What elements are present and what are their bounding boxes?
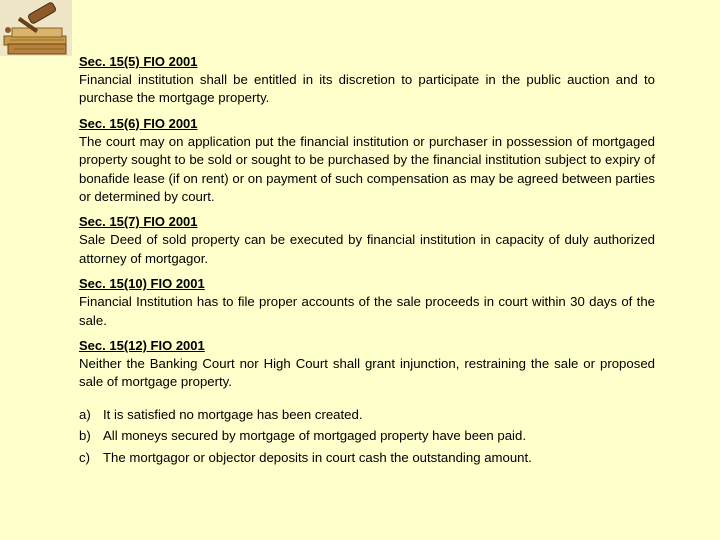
- list-marker: c): [79, 449, 90, 465]
- list-item: [79, 425, 655, 447]
- list-marker: b): [79, 428, 91, 444]
- list-text: It is satisfied no mortgage has been created.: [103, 406, 363, 422]
- section-15-10: [79, 275, 655, 330]
- exception-list: [79, 404, 655, 469]
- section-body: Financial Institution has to file proper accounts of the sale proceeds in court within 30 days of the sale.: [79, 294, 655, 328]
- section-15-6: [79, 115, 655, 207]
- section-body: Neither the Banking Court nor High Court shall grant injunction, restraining the sale or proposed sale of mortgage property.: [79, 356, 655, 390]
- list-text: All moneys secured by mortgage of mortgaged property have been paid.: [103, 428, 526, 444]
- list-marker: a): [79, 406, 91, 422]
- section-heading: Sec. 15(7) FIO 2001: [79, 214, 198, 230]
- section-15-7: [79, 213, 655, 268]
- section-heading: Sec. 15(10) FIO 2001: [79, 276, 205, 292]
- section-heading: Sec. 15(6) FIO 2001: [79, 115, 198, 131]
- list-text: The mortgagor or objector deposits in court cash the outstanding amount.: [103, 449, 532, 465]
- section-heading: Sec. 15(12) FIO 2001: [79, 338, 205, 354]
- gavel-books-icon: [0, 0, 72, 56]
- section-15-5: [79, 53, 655, 108]
- section-body: The court may on application put the financial institution or purchaser in possession of mortgaged property sought to be sold or sought to be purchased by the financial institution subject to expiry of bonafide lease (if on rent) or on payment of such compensation as may be agreed between parties or determined by court.: [79, 133, 655, 205]
- section-body: Sale Deed of sold property can be executed by financial institution in capacity of duly authorized attorney of mortgagor.: [79, 232, 655, 266]
- section-heading: Sec. 15(5) FIO 2001: [79, 54, 198, 69]
- slide-content: [79, 53, 655, 468]
- list-item: [79, 447, 655, 469]
- section-body: Financial institution shall be entitled in its discretion to participate in the public auction and to purchase the mortgage property.: [79, 72, 655, 106]
- list-item: [79, 404, 655, 426]
- section-15-12: [79, 337, 655, 392]
